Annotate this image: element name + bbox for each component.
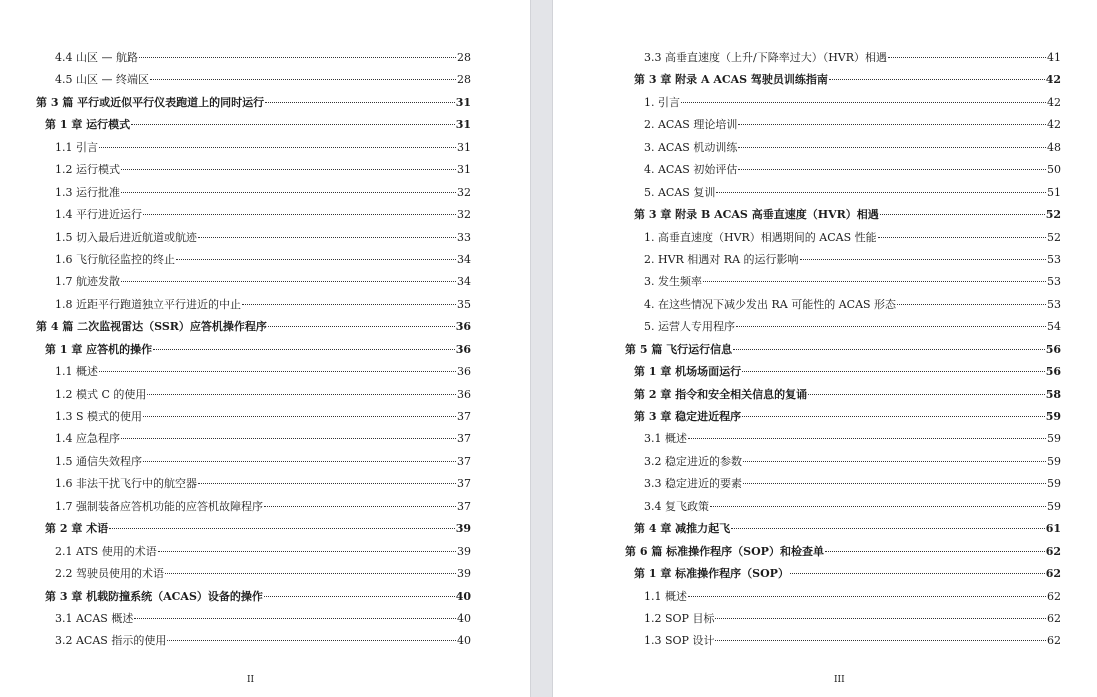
toc-entry[interactable] xyxy=(36,92,471,114)
toc-entry-title: 1. 高垂直速度（HVR）相遇期间的 ACAS 性能 xyxy=(644,230,877,244)
toc-entry[interactable] xyxy=(36,159,471,181)
toc-entry-page-number: 50 xyxy=(1047,163,1061,177)
dot-leader xyxy=(829,79,1045,80)
toc-entry-page-number: 59 xyxy=(1047,432,1061,446)
toc-entry-title: 1.1 引言 xyxy=(55,140,98,154)
toc-entry-title: 2. HVR 相遇对 RA 的运行影响 xyxy=(644,252,799,266)
dot-leader xyxy=(139,57,456,58)
dot-leader xyxy=(176,259,456,260)
toc-entry-page-number: 56 xyxy=(1045,365,1061,379)
toc-entry-title: 2.2 驾驶员使用的术语 xyxy=(55,567,164,581)
toc-entry-page-number: 61 xyxy=(1045,522,1061,536)
toc-entry[interactable] xyxy=(625,473,1061,495)
dot-leader xyxy=(742,416,1045,417)
toc-entry-page-number: 59 xyxy=(1047,499,1061,513)
toc-entry-title: 第 3 篇 平行或近似平行仪表跑道上的同时运行 xyxy=(36,95,265,109)
document-page-right xyxy=(553,0,1097,697)
toc-entry-page-number: 40 xyxy=(457,634,471,648)
dot-leader xyxy=(198,237,456,238)
toc-entry-title: 1.2 模式 C 的使用 xyxy=(55,387,147,401)
toc-entry-page-number: 32 xyxy=(457,185,471,199)
toc-entry-title: 1.2 运行模式 xyxy=(55,163,120,177)
toc-entry-page-number: 59 xyxy=(1047,454,1061,468)
toc-entry-page-number: 39 xyxy=(457,567,471,581)
dot-leader xyxy=(121,438,456,439)
toc-entry-page-number: 31 xyxy=(455,118,471,132)
toc-entry-title: 5. 运营人专用程序 xyxy=(644,320,735,334)
toc-entry[interactable] xyxy=(625,204,1061,226)
dot-leader xyxy=(731,528,1045,529)
dot-leader xyxy=(710,506,1046,507)
dot-leader xyxy=(150,79,456,80)
dot-leader xyxy=(888,57,1046,58)
dot-leader xyxy=(264,506,456,507)
toc-entry[interactable] xyxy=(625,182,1061,204)
toc-entry-page-number: 36 xyxy=(455,342,471,356)
toc-entry[interactable] xyxy=(36,182,471,204)
toc-entry[interactable] xyxy=(625,518,1061,540)
toc-entry-title: 1.5 通信失效程序 xyxy=(55,454,142,468)
toc-entry-page-number: 41 xyxy=(1047,51,1061,64)
toc-entry[interactable] xyxy=(36,451,471,473)
dot-leader xyxy=(800,259,1046,260)
toc-entry[interactable] xyxy=(36,406,471,428)
toc-entry[interactable] xyxy=(625,541,1061,563)
toc-entry-title: 第 3 章 附录 B ACAS 高垂直速度（HVR）相遇 xyxy=(634,208,879,222)
toc-entry-page-number: 37 xyxy=(457,432,471,446)
toc-entry-title: 2.1 ATS 使用的术语 xyxy=(55,544,157,558)
toc-entry[interactable] xyxy=(36,586,471,608)
dot-leader xyxy=(738,124,1046,125)
toc-entry[interactable] xyxy=(36,384,471,406)
toc-entry[interactable] xyxy=(625,69,1061,91)
toc-entry[interactable] xyxy=(36,249,471,271)
dot-leader xyxy=(109,528,455,529)
toc-entry-page-number: 34 xyxy=(457,275,471,289)
dot-leader xyxy=(167,640,456,641)
dot-leader xyxy=(808,394,1045,395)
toc-entry-title: 1.5 切入最后进近航道或航迹 xyxy=(55,230,197,244)
toc-entry-page-number: 36 xyxy=(457,387,471,401)
toc-entry-title: 1.1 概述 xyxy=(644,589,687,603)
toc-entry-title: 第 1 章 运行模式 xyxy=(45,118,131,132)
toc-entry-title: 第 1 章 标准操作程序（SOP） xyxy=(634,567,789,581)
dot-leader xyxy=(268,326,455,327)
toc-entry-page-number: 31 xyxy=(455,95,471,109)
toc-list-left xyxy=(36,47,471,653)
toc-entry-page-number: 42 xyxy=(1047,95,1061,109)
dot-leader xyxy=(738,169,1046,170)
dot-leader xyxy=(681,102,1046,103)
toc-entry[interactable] xyxy=(625,496,1061,518)
toc-entry-page-number: 48 xyxy=(1047,140,1061,154)
dot-leader xyxy=(790,573,1045,574)
toc-entry-page-number: 52 xyxy=(1045,208,1061,222)
dot-leader xyxy=(134,618,456,619)
toc-entry-title: 第 3 章 稳定进近程序 xyxy=(634,410,742,423)
toc-entry[interactable] xyxy=(625,159,1061,181)
toc-entry-page-number: 42 xyxy=(1045,73,1061,87)
toc-entry-title: 第 2 章 术语 xyxy=(45,522,109,536)
toc-entry-title: 1.6 非法干扰飞行中的航空器 xyxy=(55,477,197,491)
toc-entry-title: 1.3 运行批准 xyxy=(55,185,120,199)
toc-entry-page-number: 39 xyxy=(455,522,471,536)
toc-entry-page-number: 52 xyxy=(1047,230,1061,244)
toc-entry[interactable] xyxy=(625,294,1061,316)
toc-entry[interactable] xyxy=(36,630,471,652)
dot-leader xyxy=(733,349,1045,350)
toc-entry[interactable] xyxy=(625,384,1061,406)
toc-entry[interactable] xyxy=(625,406,1061,428)
dot-leader xyxy=(743,461,1046,462)
dot-leader xyxy=(143,416,456,417)
toc-entry[interactable] xyxy=(36,339,471,361)
toc-entry[interactable] xyxy=(36,204,471,226)
toc-entry-title: 1.1 概述 xyxy=(55,365,98,379)
toc-entry-page-number: 58 xyxy=(1045,387,1061,401)
toc-entry-page-number: 40 xyxy=(455,589,471,603)
toc-entry[interactable] xyxy=(36,473,471,495)
toc-entry-title: 1.3 S 模式的使用 xyxy=(55,410,143,423)
dot-leader xyxy=(121,281,456,282)
toc-entry-title: 4.4 山区 — 航路 xyxy=(55,51,138,64)
toc-entry[interactable] xyxy=(36,69,471,91)
toc-entry-title: 4. ACAS 初始评估 xyxy=(644,163,738,177)
toc-entry-page-number: 36 xyxy=(457,365,471,379)
toc-entry-title: 3.1 概述 xyxy=(644,432,687,446)
toc-entry-page-number: 37 xyxy=(457,499,471,513)
toc-entry[interactable] xyxy=(36,608,471,630)
dot-leader xyxy=(688,438,1046,439)
toc-entry-page-number: 28 xyxy=(457,51,471,64)
toc-entry[interactable] xyxy=(625,249,1061,271)
toc-entry-title: 1.4 平行进近运行 xyxy=(55,208,142,222)
toc-entry-page-number: 33 xyxy=(457,230,471,244)
toc-entry[interactable] xyxy=(36,227,471,249)
toc-entry[interactable] xyxy=(625,586,1061,608)
toc-entry-title: 第 4 篇 二次监视雷达（SSR）应答机操作程序 xyxy=(36,320,267,334)
toc-entry[interactable] xyxy=(625,428,1061,450)
dot-leader xyxy=(158,551,456,552)
dot-leader xyxy=(153,349,455,350)
toc-entry-page-number: 42 xyxy=(1047,118,1061,132)
dot-leader xyxy=(99,147,456,148)
toc-entry-page-number: 62 xyxy=(1045,544,1061,558)
toc-entry[interactable] xyxy=(625,227,1061,249)
dot-leader xyxy=(147,394,456,395)
toc-entry-title: 4.5 山区 — 终端区 xyxy=(55,73,149,87)
toc-entry[interactable] xyxy=(625,451,1061,473)
dot-leader xyxy=(715,640,1046,641)
toc-entry[interactable] xyxy=(625,608,1061,630)
toc-entry-title: 3.1 ACAS 概述 xyxy=(55,611,134,625)
dot-leader xyxy=(688,596,1046,597)
toc-entry[interactable] xyxy=(36,541,471,563)
toc-entry[interactable] xyxy=(36,47,471,69)
toc-entry-page-number: 37 xyxy=(457,454,471,468)
dot-leader xyxy=(716,192,1046,193)
dot-leader xyxy=(143,214,456,215)
toc-entry[interactable] xyxy=(625,563,1061,585)
toc-entry-title: 第 1 章 应答机的操作 xyxy=(45,342,153,356)
toc-entry-title: 1.3 SOP 设计 xyxy=(644,634,715,648)
toc-entry[interactable] xyxy=(625,47,1061,69)
page-number-footer: II xyxy=(247,675,255,685)
document-page-left xyxy=(0,0,530,697)
toc-entry-title: 1. 引言 xyxy=(644,95,680,109)
toc-entry-title: 第 6 篇 标准操作程序（SOP）和检查单 xyxy=(625,544,824,558)
toc-entry-page-number: 53 xyxy=(1047,275,1061,289)
toc-entry-page-number: 37 xyxy=(457,410,471,423)
toc-entry-title: 1.8 近距平行跑道独立平行进近的中止 xyxy=(55,297,241,311)
page-gutter xyxy=(530,0,553,697)
toc-entry-page-number: 37 xyxy=(457,477,471,491)
toc-entry-title: 5. ACAS 复训 xyxy=(644,185,716,199)
dot-leader xyxy=(897,304,1046,305)
toc-entry-title: 1.4 应急程序 xyxy=(55,432,120,446)
dot-leader xyxy=(743,483,1046,484)
toc-entry-title: 第 3 章 机载防撞系统（ACAS）设备的操作 xyxy=(45,589,263,603)
toc-entry-title: 1.7 航迹发散 xyxy=(55,275,120,289)
dot-leader xyxy=(715,618,1046,619)
toc-entry-page-number: 59 xyxy=(1045,410,1061,423)
dot-leader xyxy=(143,461,456,462)
toc-entry-title: 第 4 章 减推力起飞 xyxy=(634,522,731,536)
toc-entry-page-number: 53 xyxy=(1047,252,1061,266)
toc-entry[interactable] xyxy=(36,316,471,338)
toc-entry-title: 第 2 章 指令和安全相关信息的复诵 xyxy=(634,387,808,401)
dot-leader xyxy=(131,124,455,125)
dot-leader xyxy=(703,281,1046,282)
toc-entry[interactable] xyxy=(36,271,471,293)
dot-leader xyxy=(880,214,1045,215)
dot-leader xyxy=(198,483,456,484)
dot-leader xyxy=(265,102,455,103)
toc-entry-page-number: 28 xyxy=(457,73,471,87)
toc-entry[interactable] xyxy=(36,518,471,540)
toc-entry-title: 2. ACAS 理论培训 xyxy=(644,118,738,132)
toc-entry[interactable] xyxy=(625,630,1061,652)
dot-leader xyxy=(742,371,1045,372)
toc-entry[interactable] xyxy=(36,428,471,450)
toc-entry-page-number: 53 xyxy=(1047,297,1061,311)
toc-entry[interactable] xyxy=(625,361,1061,383)
toc-entry-title: 1.6 飞行航径监控的终止 xyxy=(55,252,175,266)
toc-entry[interactable] xyxy=(625,137,1061,159)
toc-entry[interactable] xyxy=(625,271,1061,293)
toc-entry-page-number: 31 xyxy=(457,163,471,177)
toc-entry-title: 第 3 章 附录 A ACAS 驾驶员训练指南 xyxy=(634,73,828,87)
toc-entry-page-number: 51 xyxy=(1047,185,1061,199)
toc-entry-title: 第 5 篇 飞行运行信息 xyxy=(625,342,733,356)
dot-leader xyxy=(121,192,456,193)
dot-leader xyxy=(242,304,456,305)
toc-entry-page-number: 40 xyxy=(457,611,471,625)
toc-entry[interactable] xyxy=(36,361,471,383)
toc-entry[interactable] xyxy=(625,92,1061,114)
toc-entry-page-number: 36 xyxy=(455,320,471,334)
dot-leader xyxy=(825,551,1045,552)
toc-entry-title: 1.2 SOP 目标 xyxy=(644,611,715,625)
toc-entry[interactable] xyxy=(36,496,471,518)
toc-entry-title: 4. 在这些情况下减少发出 RA 可能性的 ACAS 形态 xyxy=(644,297,897,311)
page-number-footer: III xyxy=(834,675,845,685)
dot-leader xyxy=(738,147,1046,148)
toc-entry-page-number: 32 xyxy=(457,208,471,222)
dot-leader xyxy=(736,326,1046,327)
toc-entry-title: 3. 发生频率 xyxy=(644,275,702,289)
toc-entry[interactable] xyxy=(36,114,471,136)
toc-entry-title: 3.2 ACAS 指示的使用 xyxy=(55,634,167,648)
toc-entry-page-number: 62 xyxy=(1047,634,1061,648)
toc-entry-page-number: 35 xyxy=(457,297,471,311)
toc-entry[interactable] xyxy=(625,339,1061,361)
dot-leader xyxy=(99,371,456,372)
toc-entry-page-number: 31 xyxy=(457,140,471,154)
toc-entry-page-number: 59 xyxy=(1047,477,1061,491)
toc-entry-page-number: 62 xyxy=(1047,589,1061,603)
toc-entry-title: 1.7 强制装备应答机功能的应答机故障程序 xyxy=(55,499,263,513)
toc-entry-title: 3.3 高垂直速度（上升/下降率过大）（HVR）相遇 xyxy=(644,51,888,64)
toc-list-right xyxy=(625,47,1061,653)
toc-entry[interactable] xyxy=(36,563,471,585)
toc-entry-title: 3. ACAS 机动训练 xyxy=(644,140,738,154)
dot-leader xyxy=(121,169,456,170)
dot-leader xyxy=(878,237,1046,238)
toc-entry[interactable] xyxy=(36,294,471,316)
toc-entry-title: 3.2 稳定进近的参数 xyxy=(644,454,742,468)
toc-entry[interactable] xyxy=(36,137,471,159)
toc-entry-page-number: 39 xyxy=(457,544,471,558)
toc-entry-title: 第 1 章 机场场面运行 xyxy=(634,365,742,379)
dot-leader xyxy=(165,573,456,574)
toc-entry-page-number: 56 xyxy=(1045,342,1061,356)
toc-entry-page-number: 34 xyxy=(457,252,471,266)
toc-entry-page-number: 62 xyxy=(1047,611,1061,625)
toc-entry-page-number: 62 xyxy=(1045,567,1061,581)
toc-entry-title: 3.3 稳定进近的要素 xyxy=(644,477,742,491)
dot-leader xyxy=(264,596,455,597)
toc-entry-page-number: 54 xyxy=(1047,320,1061,334)
toc-entry[interactable] xyxy=(625,316,1061,338)
toc-entry-title: 3.4 复飞政策 xyxy=(644,499,709,513)
toc-entry[interactable] xyxy=(625,114,1061,136)
